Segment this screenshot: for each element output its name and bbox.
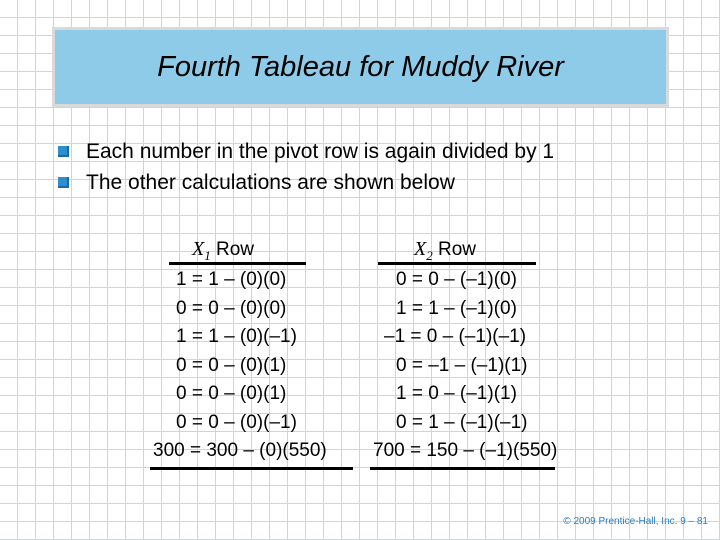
bullet-text: The other calculations are shown below (86, 170, 455, 194)
bullet-item (58, 136, 554, 167)
x1-row: 1 = 1 – (0)(–1) (176, 326, 297, 347)
x2-header-rule (378, 262, 536, 265)
x1-calculation-column (150, 236, 353, 470)
x1-row: 300 = 300 – (0)(550) (153, 440, 327, 461)
x1-column-header (150, 236, 353, 262)
bullet-list (58, 136, 554, 198)
x1-variable: $X_1$ (192, 238, 211, 263)
x1-header-rule (169, 262, 306, 265)
bullet-item (58, 167, 554, 198)
x2-row: 1 = 0 – (–1)(1) (396, 383, 517, 404)
x2-row: 0 = 1 – (–1)(–1) (396, 411, 528, 433)
x1-row: 1 = 1 – (0)(0) (176, 269, 287, 290)
x2-row: 1 = 1 – (–1)(0) (396, 297, 517, 319)
x1-row: 0 = 0 – (0)(–1) (176, 411, 297, 433)
x2-footer-rule (370, 467, 555, 470)
x2-calculation-column (370, 236, 558, 470)
x1-row: 0 = 0 – (0)(1) (176, 354, 287, 376)
x1-row-label: Row (216, 239, 255, 260)
copyright-footer: © 2009 Prentice-Hall, Inc. 9 – 81 (563, 516, 708, 527)
x2-column-header (370, 236, 555, 262)
x1-row: 0 = 0 – (0)(1) (176, 383, 287, 404)
title-banner (52, 27, 669, 107)
x1-footer-rule (150, 467, 353, 470)
x2-row: –1 = 0 – (–1)(–1) (384, 326, 527, 347)
x2-row: 0 = –1 – (–1)(1) (396, 354, 528, 376)
x2-row-label: Row (438, 239, 477, 260)
x1-rows (150, 266, 353, 466)
x2-variable: $X_2$ (414, 238, 433, 263)
x1-row: 0 = 0 – (0)(0) (176, 297, 287, 319)
slide-title: Fourth Tableau for Muddy River (157, 50, 564, 83)
bullet-square-icon (58, 177, 69, 188)
x2-row: 0 = 0 – (–1)(0) (396, 269, 517, 290)
bullet-square-icon (58, 146, 69, 157)
bullet-text: Each number in the pivot row is again divided by 1 (86, 139, 555, 163)
x2-rows (370, 266, 558, 466)
x2-row: 700 = 150 – (–1)(550) (373, 440, 558, 461)
